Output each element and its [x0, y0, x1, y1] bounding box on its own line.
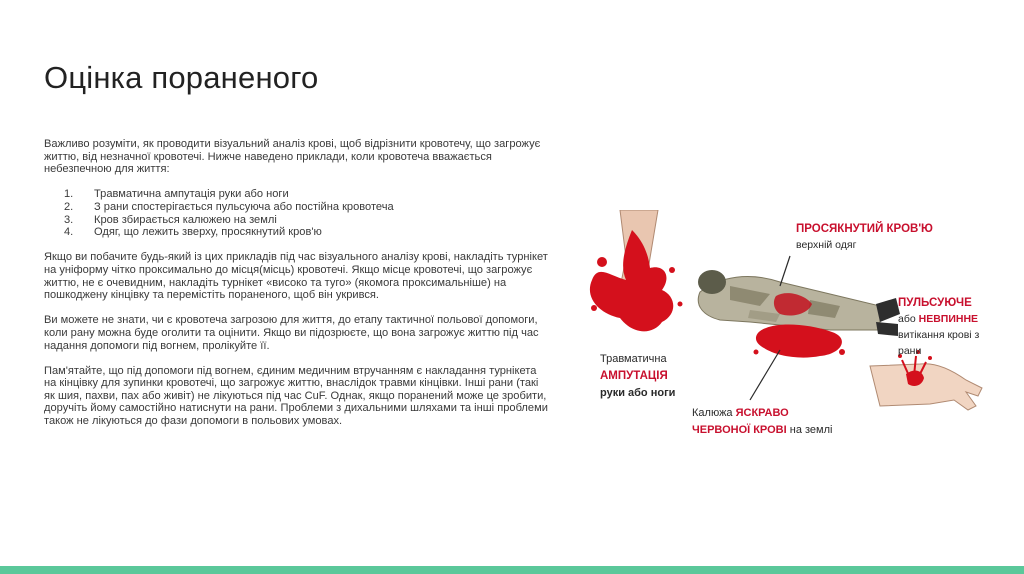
list-item [44, 188, 549, 201]
body-text [44, 138, 549, 440]
list-item [44, 201, 549, 214]
label-pool-1b: ЯСКРАВО [735, 407, 789, 419]
label-pool-1 [692, 407, 789, 419]
tourniquet-paragraph: Якщо ви побачите будь-який із цих прикладів під час візуального аналізу крові, накладіть турнікет на уніформу чітко проксимально до місця(місць) кровотечі. Якщо місце кровотечі, що загрожує життю, не є очевидним, накладіть турнікет «високо та туго» (якомога проксимальніше) на пошкоджену кінцівку та перемістіть пораненого, щоб він укрився. [44, 251, 548, 302]
tfc-paragraph: Ви можете не знати, чи є кровотеча загрозою для життя, до етапу тактичної польової допомоги, коли рану можна буде оголити та оцінити. Якщо ви підозрюєте, що вона загрожує життю під час надання допомоги під вогнем, пролікуйте її. [44, 314, 539, 352]
list-number: 2. [64, 200, 74, 213]
label-pulsing-4: рани [898, 345, 922, 357]
danger-list [44, 188, 549, 238]
label-amputation-3: руки або ноги [600, 387, 676, 399]
pointer-line-soaked [780, 256, 790, 286]
lying-soldier-icon [698, 270, 900, 358]
label-pulsing-2b: НЕВПИННЕ [918, 313, 979, 325]
label-pulsing-2 [898, 313, 978, 325]
list-text: Травматична ампутація руки або ноги [94, 188, 289, 201]
label-pulsing-3: витікання крові з [898, 329, 980, 341]
label-amputation-2: АМПУТАЦІЯ [600, 370, 668, 382]
cuf-paragraph: Пам'ятайте, що під допомоги під вогнем, єдиним медичним втручанням є накладання турнікета на кінцівку для зупинки кровотечі, що загрожує життю, внаслідок травми кінцівки. Інші рани (такі як шия, пахви, пах або живіт) не лікуються під час CuF. Однак, якщо поранений може це зробити, доручіть йому самостійно натиснути на рани. Проблеми з дихальними шляхами та інші проблеми також не лікуються до фази допомоги в польових умовах. [44, 364, 548, 428]
label-soaked-2: верхній одяг [796, 239, 857, 251]
list-number: 3. [64, 213, 74, 226]
list-text: З рани спостерігається пульсуюча або постійна кровотеча [94, 200, 394, 213]
label-pool-2a: ЧЕРВОНОЇ КРОВІ [692, 424, 787, 436]
accent-bar [0, 566, 1024, 574]
label-pool-2 [692, 423, 832, 436]
label-pool-1a: Калюжа [692, 407, 733, 419]
amputated-arm-icon [590, 210, 683, 331]
list-number: 4. [64, 226, 74, 239]
pulsing-wound-arm-icon [870, 350, 982, 410]
bleeding-illustration [580, 210, 1000, 450]
list-item [44, 226, 549, 239]
list-text: Кров збирається калюжею на землі [94, 213, 277, 226]
list-text: Одяг, що лежить зверху, просякнутий кров'ю [94, 226, 322, 239]
list-item [44, 214, 549, 227]
list-number: 1. [64, 188, 74, 201]
label-pool-2b: на землі [789, 424, 833, 436]
intro-paragraph: Важливо розуміти, як проводити візуальний аналіз крові, щоб відрізнити кровотечу, що загрожує життю, від незначної кровотечі. Нижче наведено приклади, коли кровотеча вважається небезпечною для життя: [44, 138, 541, 176]
label-amputation-1: Травматична [600, 353, 667, 365]
label-soaked-1: ПРОСЯКНУТИЙ КРОВ'Ю [796, 223, 933, 235]
pointer-line-pool [750, 350, 780, 400]
label-pulsing-2a: або [898, 313, 916, 325]
label-pulsing-1: ПУЛЬСУЮЧЕ [898, 297, 972, 309]
page-title: Оцінка пораненого [44, 60, 319, 95]
